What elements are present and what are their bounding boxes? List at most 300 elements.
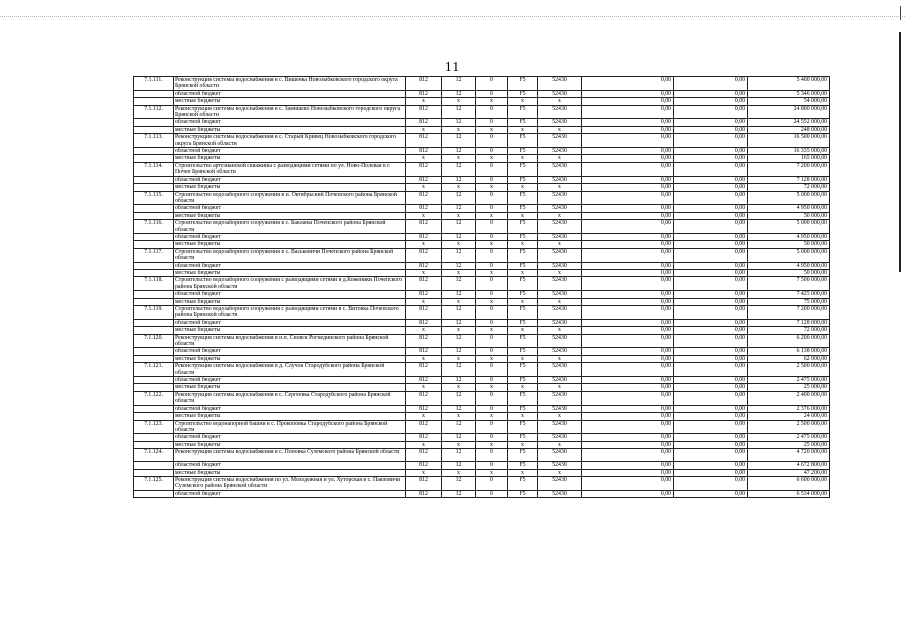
cell-amount-3: 6 600 000,00: [748, 476, 830, 490]
cell-article: 0: [476, 434, 508, 441]
cell-item-number: [134, 90, 174, 97]
cell-article: x: [476, 269, 508, 276]
table-row-item: [134, 248, 830, 262]
cell-description: местные бюджеты: [174, 327, 406, 334]
cell-article: 0: [476, 248, 508, 262]
cell-amount-2: 0,00: [674, 441, 748, 448]
cell-section: 12: [442, 233, 476, 240]
cell-grbs: 812: [406, 248, 442, 262]
cell-amount-2: 0,00: [674, 105, 748, 119]
cell-amount-2: 0,00: [674, 134, 748, 148]
cell-kvr: F5: [508, 119, 538, 126]
cell-description: областной бюджет: [174, 490, 406, 497]
cell-amount-3: 24 800 000,00: [748, 105, 830, 119]
cell-section: x: [442, 269, 476, 276]
cell-code: 52430: [538, 205, 582, 212]
cell-article: x: [476, 413, 508, 420]
cell-amount-2: 0,00: [674, 413, 748, 420]
cell-section: x: [442, 355, 476, 362]
cell-item-number: [134, 413, 174, 420]
cell-amount-2: 0,00: [674, 205, 748, 212]
cell-amount-1: 0,00: [582, 476, 674, 490]
cell-kvr: F5: [508, 77, 538, 91]
cell-amount-1: 0,00: [582, 105, 674, 119]
cell-article: x: [476, 184, 508, 191]
cell-kvr: x: [508, 269, 538, 276]
cell-code: 52430: [538, 262, 582, 269]
table-row-item: [134, 134, 830, 148]
cell-article: x: [476, 241, 508, 248]
cell-grbs: x: [406, 469, 442, 476]
cell-article: 0: [476, 90, 508, 97]
cell-article: 0: [476, 277, 508, 291]
cell-kvr: x: [508, 327, 538, 334]
cell-code: 52430: [538, 391, 582, 405]
cell-kvr: x: [508, 98, 538, 105]
cell-kvr: F5: [508, 262, 538, 269]
table-row-budget: [134, 413, 830, 420]
cell-amount-1: 0,00: [582, 176, 674, 183]
cell-amount-3: 50 000,00: [748, 269, 830, 276]
table-row-item: [134, 162, 830, 176]
cell-article: x: [476, 469, 508, 476]
cell-section: x: [442, 298, 476, 305]
cell-section: x: [442, 413, 476, 420]
cell-item-number: [134, 348, 174, 355]
cell-section: 12: [442, 490, 476, 497]
cell-amount-2: 0,00: [674, 384, 748, 391]
cell-amount-1: 0,00: [582, 298, 674, 305]
cell-kvr: F5: [508, 462, 538, 469]
cell-grbs: 812: [406, 105, 442, 119]
cell-item-number: 7.1.121.: [134, 363, 174, 377]
cell-amount-1: 0,00: [582, 248, 674, 262]
cell-item-number: 7.1.115.: [134, 191, 174, 205]
cell-code: 52430: [538, 377, 582, 384]
cell-description: Реконструкция системы водоснабжения в д. Случок Стародубского района Брянской области: [174, 363, 406, 377]
cell-kvr: F5: [508, 162, 538, 176]
table-row-budget: [134, 377, 830, 384]
cell-code: 52430: [538, 363, 582, 377]
cell-code: x: [538, 241, 582, 248]
cell-amount-1: 0,00: [582, 220, 674, 234]
cell-grbs: 812: [406, 205, 442, 212]
cell-kvr: F5: [508, 176, 538, 183]
cell-kvr: x: [508, 241, 538, 248]
cell-section: 12: [442, 148, 476, 155]
cell-amount-3: 75 000,00: [748, 298, 830, 305]
cell-article: x: [476, 327, 508, 334]
cell-article: x: [476, 384, 508, 391]
cell-item-number: [134, 462, 174, 469]
cell-grbs: 812: [406, 119, 442, 126]
cell-amount-2: 0,00: [674, 241, 748, 248]
cell-amount-1: 0,00: [582, 155, 674, 162]
cell-amount-2: 0,00: [674, 469, 748, 476]
cell-amount-3: 16 335 000,00: [748, 148, 830, 155]
cell-code: 52430: [538, 119, 582, 126]
cell-section: 12: [442, 220, 476, 234]
cell-kvr: F5: [508, 334, 538, 348]
cell-grbs: x: [406, 212, 442, 219]
cell-amount-2: 0,00: [674, 449, 748, 462]
table-row-budget: [134, 319, 830, 326]
cell-amount-2: 0,00: [674, 298, 748, 305]
cell-code: 52430: [538, 134, 582, 148]
cell-amount-1: 0,00: [582, 77, 674, 91]
table-row-item: [134, 220, 830, 234]
table-row-budget: [134, 205, 830, 212]
cell-article: 0: [476, 162, 508, 176]
cell-section: x: [442, 384, 476, 391]
cell-grbs: x: [406, 184, 442, 191]
table-row-budget: [134, 98, 830, 105]
cell-amount-1: 0,00: [582, 420, 674, 434]
cell-description: местные бюджеты: [174, 184, 406, 191]
cell-amount-3: 165 000,00: [748, 155, 830, 162]
cell-amount-1: 0,00: [582, 469, 674, 476]
cell-amount-1: 0,00: [582, 413, 674, 420]
cell-item-number: [134, 212, 174, 219]
cell-kvr: F5: [508, 90, 538, 97]
cell-grbs: x: [406, 441, 442, 448]
cell-article: 0: [476, 233, 508, 240]
cell-amount-1: 0,00: [582, 162, 674, 176]
cell-section: 12: [442, 476, 476, 490]
cell-code: 52430: [538, 490, 582, 497]
cell-section: 12: [442, 449, 476, 462]
cell-kvr: F5: [508, 434, 538, 441]
cell-amount-2: 0,00: [674, 327, 748, 334]
cell-amount-2: 0,00: [674, 363, 748, 377]
cell-description: Строительство водозаборного сооружения с разводящими сетями в д.Коженики Почепского района Брянской области: [174, 277, 406, 291]
table-row-budget: [134, 233, 830, 240]
cell-description: местные бюджеты: [174, 269, 406, 276]
cell-kvr: F5: [508, 306, 538, 320]
cell-amount-3: 25 000,00: [748, 384, 830, 391]
cell-amount-1: 0,00: [582, 355, 674, 362]
cell-kvr: F5: [508, 405, 538, 412]
table-row-budget: [134, 405, 830, 412]
table-row-budget: [134, 327, 830, 334]
cell-code: x: [538, 355, 582, 362]
cell-kvr: F5: [508, 148, 538, 155]
cell-article: x: [476, 441, 508, 448]
cell-article: 0: [476, 176, 508, 183]
budget-table: [133, 76, 830, 498]
cell-description: Реконструкция системы водоснабжения в с. Вишенка Новозыбковского городского округа Брянской области: [174, 77, 406, 91]
cell-amount-2: 0,00: [674, 476, 748, 490]
cell-item-number: 7.1.125.: [134, 476, 174, 490]
cell-amount-2: 0,00: [674, 334, 748, 348]
cell-description: Строительство водозаборного сооружения в с. Бакланы Почепского района Брянской области: [174, 220, 406, 234]
cell-article: 0: [476, 490, 508, 497]
cell-amount-3: 47 200,00: [748, 469, 830, 476]
cell-description: областной бюджет: [174, 233, 406, 240]
cell-amount-1: 0,00: [582, 291, 674, 298]
cell-section: 12: [442, 191, 476, 205]
cell-item-number: [134, 98, 174, 105]
cell-article: 0: [476, 449, 508, 462]
cell-amount-3: 2 500 000,00: [748, 363, 830, 377]
cell-item-number: [134, 233, 174, 240]
cell-item-number: [134, 298, 174, 305]
cell-amount-2: 0,00: [674, 77, 748, 91]
cell-amount-1: 0,00: [582, 462, 674, 469]
cell-code: 52430: [538, 405, 582, 412]
cell-amount-3: 4 672 800,00: [748, 462, 830, 469]
cell-grbs: 812: [406, 462, 442, 469]
cell-kvr: F5: [508, 205, 538, 212]
cell-amount-3: 4 720 000,00: [748, 449, 830, 462]
cell-grbs: x: [406, 355, 442, 362]
cell-grbs: x: [406, 327, 442, 334]
cell-amount-3: 6 534 000,00: [748, 490, 830, 497]
cell-item-number: [134, 441, 174, 448]
table-row-budget: [134, 490, 830, 497]
cell-description: местные бюджеты: [174, 469, 406, 476]
cell-grbs: x: [406, 413, 442, 420]
cell-item-number: [134, 262, 174, 269]
table-row-budget: [134, 176, 830, 183]
cell-grbs: x: [406, 98, 442, 105]
cell-amount-3: 24 552 000,00: [748, 119, 830, 126]
cell-section: x: [442, 469, 476, 476]
cell-grbs: x: [406, 298, 442, 305]
cell-description: местные бюджеты: [174, 355, 406, 362]
cell-kvr: F5: [508, 291, 538, 298]
cell-amount-1: 0,00: [582, 327, 674, 334]
cell-article: 0: [476, 476, 508, 490]
cell-description: местные бюджеты: [174, 126, 406, 133]
cell-amount-1: 0,00: [582, 191, 674, 205]
cell-description: Строительство водозаборного сооружения в п. Октябрьский Почепского района Брянской области: [174, 191, 406, 205]
cell-item-number: [134, 319, 174, 326]
cell-amount-3: 4 950 000,00: [748, 205, 830, 212]
table-row-item: [134, 191, 830, 205]
cell-kvr: F5: [508, 277, 538, 291]
cell-kvr: x: [508, 126, 538, 133]
cell-amount-3: 7 425 000,00: [748, 291, 830, 298]
cell-amount-2: 0,00: [674, 119, 748, 126]
table-row-item: [134, 277, 830, 291]
cell-amount-3: 2 400 000,00: [748, 391, 830, 405]
cell-grbs: 812: [406, 90, 442, 97]
cell-code: 52430: [538, 148, 582, 155]
cell-article: 0: [476, 105, 508, 119]
cell-amount-1: 0,00: [582, 434, 674, 441]
cell-amount-3: 25 000,00: [748, 441, 830, 448]
cell-section: 12: [442, 176, 476, 183]
cell-amount-2: 0,00: [674, 377, 748, 384]
cell-amount-2: 0,00: [674, 269, 748, 276]
cell-kvr: x: [508, 298, 538, 305]
cell-code: x: [538, 441, 582, 448]
table-row-budget: [134, 126, 830, 133]
cell-amount-1: 0,00: [582, 134, 674, 148]
cell-description: Строительство водозаборного сооружения в с. Васьковичи Почепского района Брянской области: [174, 248, 406, 262]
table-row-budget: [134, 348, 830, 355]
cell-item-number: 7.1.114.: [134, 162, 174, 176]
cell-amount-1: 0,00: [582, 319, 674, 326]
cell-amount-2: 0,00: [674, 319, 748, 326]
cell-section: x: [442, 327, 476, 334]
cell-description: Строительство водонапорной башни в с. Прокоповка Стародубского района Брянской области: [174, 420, 406, 434]
cell-code: 52430: [538, 434, 582, 441]
cell-amount-1: 0,00: [582, 148, 674, 155]
cell-code: x: [538, 98, 582, 105]
cell-amount-3: 5 000 000,00: [748, 220, 830, 234]
cell-kvr: F5: [508, 377, 538, 384]
cell-section: 12: [442, 334, 476, 348]
cell-amount-1: 0,00: [582, 441, 674, 448]
cell-section: x: [442, 184, 476, 191]
cell-description: Реконструкция системы водоснабжения в с. Поповка Суземского района Брянской области: [174, 449, 406, 462]
cell-grbs: 812: [406, 134, 442, 148]
cell-amount-1: 0,00: [582, 184, 674, 191]
cell-kvr: x: [508, 441, 538, 448]
cell-article: x: [476, 298, 508, 305]
cell-grbs: 812: [406, 405, 442, 412]
table-row-item: [134, 420, 830, 434]
cell-amount-2: 0,00: [674, 462, 748, 469]
cell-amount-2: 0,00: [674, 248, 748, 262]
cell-kvr: F5: [508, 220, 538, 234]
cell-amount-3: 24 000,00: [748, 413, 830, 420]
cell-grbs: x: [406, 126, 442, 133]
cell-item-number: 7.1.116.: [134, 220, 174, 234]
cell-section: x: [442, 241, 476, 248]
cell-amount-3: 72 000,00: [748, 184, 830, 191]
cell-article: 0: [476, 148, 508, 155]
cell-kvr: F5: [508, 420, 538, 434]
cell-grbs: x: [406, 155, 442, 162]
cell-section: x: [442, 441, 476, 448]
cell-grbs: 812: [406, 420, 442, 434]
cell-amount-3: 7 500 000,00: [748, 277, 830, 291]
cell-kvr: F5: [508, 490, 538, 497]
cell-code: x: [538, 327, 582, 334]
cell-code: x: [538, 384, 582, 391]
cell-amount-3: 2 500 000,00: [748, 420, 830, 434]
cell-grbs: 812: [406, 377, 442, 384]
cell-section: 12: [442, 134, 476, 148]
cell-amount-1: 0,00: [582, 241, 674, 248]
table-row-item: [134, 77, 830, 91]
cell-kvr: x: [508, 469, 538, 476]
cell-section: 12: [442, 248, 476, 262]
cell-amount-1: 0,00: [582, 205, 674, 212]
cell-description: местные бюджеты: [174, 384, 406, 391]
table-row-budget: [134, 184, 830, 191]
cell-description: областной бюджет: [174, 377, 406, 384]
cell-amount-2: 0,00: [674, 98, 748, 105]
cell-article: 0: [476, 77, 508, 91]
cell-description: областной бюджет: [174, 176, 406, 183]
table-row-item: [134, 105, 830, 119]
cell-article: 0: [476, 262, 508, 269]
cell-section: 12: [442, 291, 476, 298]
cell-amount-1: 0,00: [582, 377, 674, 384]
cell-code: 52430: [538, 291, 582, 298]
cell-grbs: 812: [406, 77, 442, 91]
cell-item-number: [134, 291, 174, 298]
cell-item-number: [134, 241, 174, 248]
cell-kvr: F5: [508, 348, 538, 355]
cell-amount-2: 0,00: [674, 434, 748, 441]
cell-article: 0: [476, 319, 508, 326]
cell-kvr: x: [508, 413, 538, 420]
cell-code: 52430: [538, 306, 582, 320]
cell-description: областной бюджет: [174, 434, 406, 441]
cell-grbs: 812: [406, 220, 442, 234]
cell-code: 52430: [538, 233, 582, 240]
cell-kvr: x: [508, 355, 538, 362]
cell-amount-2: 0,00: [674, 176, 748, 183]
cell-article: 0: [476, 291, 508, 298]
cell-amount-1: 0,00: [582, 490, 674, 497]
cell-amount-3: 2 475 000,00: [748, 434, 830, 441]
cell-grbs: 812: [406, 319, 442, 326]
table-row-budget: [134, 148, 830, 155]
cell-grbs: 812: [406, 490, 442, 497]
cell-description: областной бюджет: [174, 262, 406, 269]
cell-amount-3: 6 200 000,00: [748, 334, 830, 348]
cell-description: Реконструкция системы водоснабжения по ул. Молодежная и ул. Хуторская в с. Павловичи Суземского района Брянской области: [174, 476, 406, 490]
table-row-item: [134, 363, 830, 377]
cell-kvr: x: [508, 212, 538, 219]
cell-code: x: [538, 413, 582, 420]
cell-item-number: [134, 490, 174, 497]
cell-kvr: F5: [508, 134, 538, 148]
cell-code: x: [538, 298, 582, 305]
cell-code: 52430: [538, 162, 582, 176]
cell-article: 0: [476, 134, 508, 148]
table-row-item: [134, 391, 830, 405]
cell-item-number: [134, 377, 174, 384]
cell-amount-3: 5 000 000,00: [748, 248, 830, 262]
cell-section: 12: [442, 306, 476, 320]
table-row-budget: [134, 262, 830, 269]
cell-description: областной бюджет: [174, 405, 406, 412]
cell-item-number: [134, 434, 174, 441]
cell-description: Строительство водозаборного сооружения с разводящими сетями в с. Витовка Почепского района Брянской области: [174, 306, 406, 320]
cell-amount-3: 6 138 000,00: [748, 348, 830, 355]
cell-kvr: F5: [508, 476, 538, 490]
cell-article: 0: [476, 334, 508, 348]
table-row-budget: [134, 90, 830, 97]
cell-item-number: 7.1.111.: [134, 77, 174, 91]
cell-amount-2: 0,00: [674, 191, 748, 205]
cell-article: 0: [476, 363, 508, 377]
cell-item-number: [134, 384, 174, 391]
cell-grbs: 812: [406, 449, 442, 462]
cell-grbs: 812: [406, 291, 442, 298]
cell-item-number: 7.1.122.: [134, 391, 174, 405]
cell-section: 12: [442, 205, 476, 212]
cell-amount-2: 0,00: [674, 90, 748, 97]
table-row-item: [134, 306, 830, 320]
cell-amount-2: 0,00: [674, 348, 748, 355]
cell-section: 12: [442, 363, 476, 377]
cell-code: x: [538, 269, 582, 276]
cell-amount-3: 50 000,00: [748, 241, 830, 248]
cell-amount-1: 0,00: [582, 363, 674, 377]
cell-section: x: [442, 126, 476, 133]
cell-article: 0: [476, 205, 508, 212]
cell-kvr: F5: [508, 248, 538, 262]
cell-amount-2: 0,00: [674, 405, 748, 412]
